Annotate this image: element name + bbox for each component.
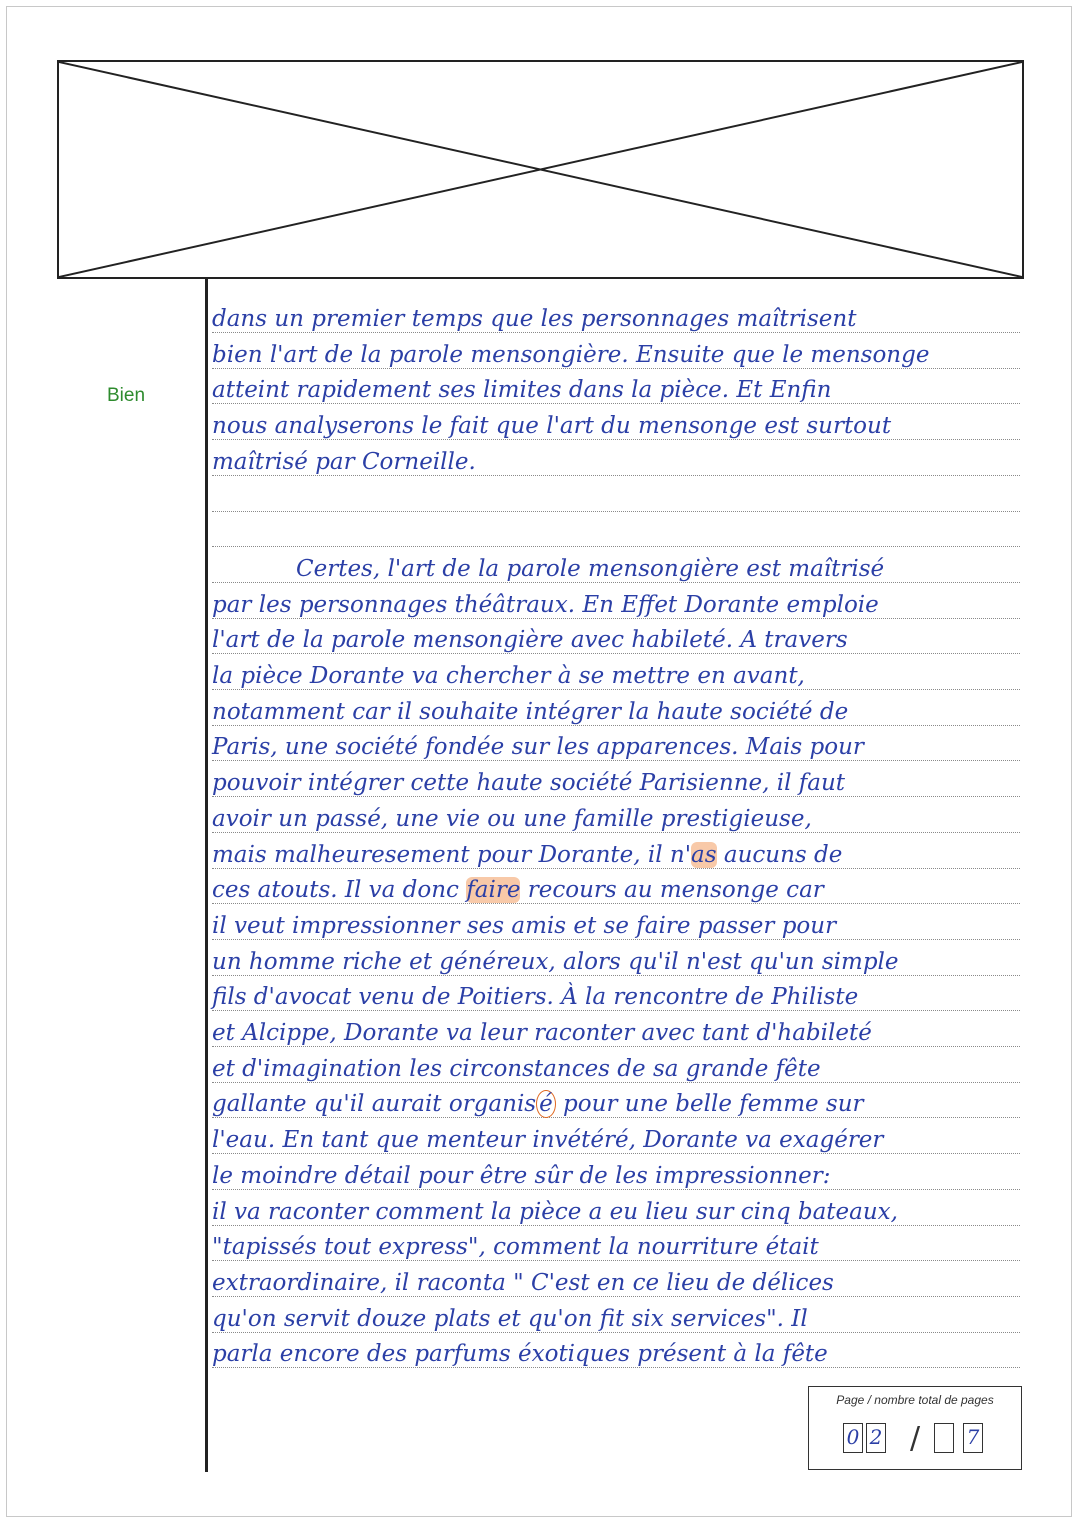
crossed-out-header-icon [59,62,1022,277]
correction-highlight: as [691,841,717,868]
essay-line: par les personnages théâtraux. En Effet Dorante emploie [212,591,879,618]
essay-line: il veut impressionner ses amis et se faire passer pour [212,912,837,939]
essay-line: qu'on servit douze plats et qu'on fit six services". Il [212,1305,808,1332]
line-segment: mais malheuresement pour Dorante, il n' [212,841,692,868]
total-digit: 7 [963,1423,983,1453]
line-segment: ces atouts. Il va donc [212,877,467,904]
essay-line [212,1090,864,1118]
essay-line: notamment car il souhaite intégrer la haute société de [212,698,849,725]
correction-circle: é [536,1090,556,1118]
essay-line: pouvoir intégrer cette haute société Parisienne, il faut [212,770,846,797]
essay-line: maîtrisé par Corneille. [212,448,476,475]
correction-highlight: faire [466,877,521,904]
line-segment: recours au mensonge car [520,877,824,904]
essay-line: bien l'art de la parole mensongière. Ensuite que le mensonge [212,341,930,368]
pagination-caption: Page / nombre total de pages [836,1393,994,1407]
essay-line: avoir un passé, une vie ou une famille prestigieuse, [212,805,812,832]
essay-line: un homme riche et généreux, alors qu'il n'est qu'un simple [212,948,899,975]
page-digit: 0 [843,1423,863,1453]
essay-lines [212,303,1020,1373]
essay-line: et Alcippe, Dorante va leur raconter avec tant d'habileté [212,1020,872,1046]
essay-line: dans un premier temps que les personnages maîtrisent [212,306,857,332]
pagination-slash: / [910,1421,921,1456]
essay-line: le moindre détail pour être sûr de les impressionner: [212,1162,831,1189]
pagination-box [808,1386,1022,1470]
essay-line: l'eau. En tant que menteur invétéré, Dorante va exagérer [212,1127,884,1154]
essay-line: il va raconter comment la pièce a eu lieu sur cinq bateaux, [212,1198,898,1225]
essay-line: extraordinaire, il raconta " C'est en ce lieu de délices [212,1269,834,1296]
ruled-line [212,511,1020,512]
essay-line: atteint rapidement ses limites dans la pièce. Et Enfin [212,377,832,404]
line-segment: aucuns de [716,841,843,868]
essay-line: nous analyserons le fait que l'art du mensonge est surtout [212,413,892,440]
essay-line: Certes, l'art de la parole mensongière est maîtrisé [296,555,885,582]
essay-line: et d'imagination les circonstances de sa grande fête [212,1055,821,1082]
header-identity-box [57,60,1024,279]
essay-line: fils d'avocat venu de Poitiers. À la rencontre de Philiste [212,984,859,1011]
essay-line: parla encore des parfums éxotiques présent à la fête [212,1341,828,1368]
essay-line [212,876,824,904]
total-digit [934,1423,954,1453]
ruled-line [212,546,1020,547]
essay-line: l'art de la parole mensongière avec habileté. A travers [212,627,848,654]
essay-line: Paris, une société fondée sur les apparences. Mais pour [212,734,864,761]
essay-line: "tapissés tout express", comment la nourriture était [212,1234,819,1261]
essay-line [212,841,842,869]
line-segment: gallante qu'il aurait organis [212,1091,537,1118]
essay-line: la pièce Dorante va chercher à se mettre en avant, [212,663,805,689]
margin-rule [205,279,208,1472]
line-segment: pour une belle femme sur [555,1091,864,1118]
grader-comment: Bien [107,385,146,406]
page-digit: 2 [866,1423,886,1453]
